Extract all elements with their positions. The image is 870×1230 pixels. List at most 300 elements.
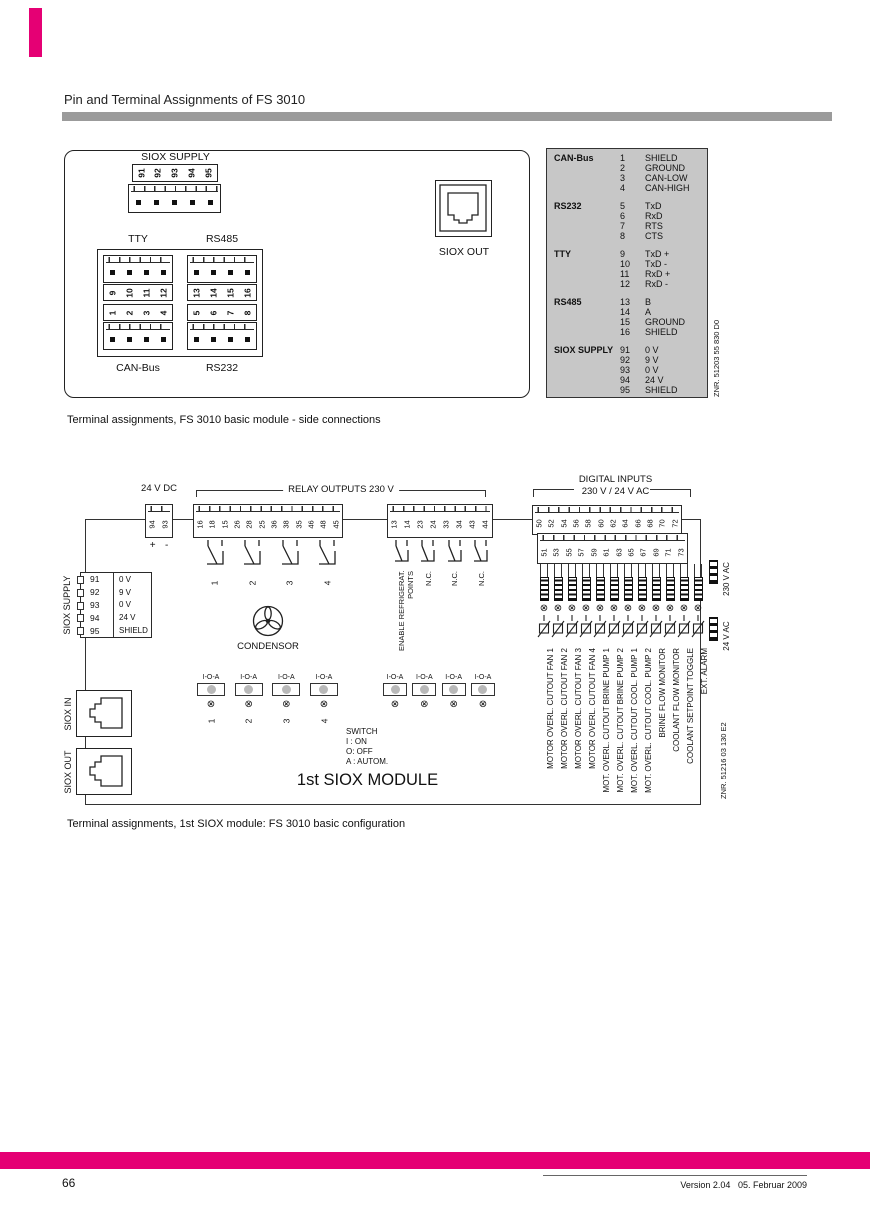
- table-pin-label: CAN-HIGH: [645, 183, 690, 193]
- switch-legend: [346, 727, 388, 767]
- table-pin-number: 6: [620, 211, 626, 221]
- table-pin-label: 9 V: [645, 355, 659, 365]
- table-row: [547, 365, 707, 375]
- digital-input-channel: [537, 564, 555, 769]
- wire-pair-icon: [582, 564, 590, 577]
- input-connector-icon: [652, 577, 661, 601]
- table-pin-number: 9: [620, 249, 626, 259]
- pin-square-icon: [110, 270, 115, 275]
- rs232-connector: [187, 322, 257, 350]
- pin-number: 16: [242, 287, 253, 298]
- pin-number: 11: [141, 288, 152, 297]
- pin-square-icon: [190, 200, 195, 205]
- switch-contact-icon: [551, 615, 565, 639]
- ioa-label: I-O-A: [415, 674, 433, 681]
- pin-number: 65: [626, 547, 636, 557]
- table-pin-number: 8: [620, 231, 626, 241]
- pin-square-icon: [211, 270, 216, 275]
- wire-pair-icon: [568, 564, 576, 577]
- wire-pair-icon: [638, 564, 646, 577]
- ioa-switch-icon: [471, 683, 495, 696]
- digital-input-label: MOTOR OVERL. CUTOUT FAN 1: [546, 648, 555, 769]
- output-number: 2: [243, 718, 254, 723]
- pin-number: 46: [306, 520, 316, 529]
- version-text: Version 2.04 05. Februar 2009: [680, 1180, 807, 1190]
- clip-notch-icon: [77, 576, 84, 584]
- table-pin-number: 7: [620, 221, 626, 231]
- tty-connector: [103, 255, 173, 283]
- output-number: 1: [205, 718, 216, 723]
- ioa-switch-unit: [442, 674, 466, 710]
- table-row: [547, 259, 707, 269]
- table-pin-number: 93: [620, 365, 631, 375]
- pin-number: 93: [161, 520, 170, 529]
- pin-number: 55: [564, 547, 574, 557]
- output-terminal-icon: ⊗: [390, 699, 400, 710]
- relay-contact-icon: [234, 539, 270, 573]
- pin-number: 43: [468, 520, 477, 529]
- pin-square-icon: [161, 337, 166, 342]
- ioa-switch-group-2: [383, 674, 495, 710]
- input-terminal-icon: ⊗: [581, 603, 591, 614]
- pin-square-icon: [127, 337, 132, 342]
- table-pin-number: 14: [620, 307, 631, 317]
- table-pin-label: SHIELD: [645, 153, 678, 163]
- digital-input-channel: [621, 564, 639, 793]
- pin-square-icon: [127, 270, 132, 275]
- pin-square-icon: [194, 270, 199, 275]
- legend-line: SWITCH: [346, 727, 378, 736]
- wire-pair-icon: [540, 564, 548, 577]
- table-row: [547, 355, 707, 365]
- siox-supply-header: SIOX SUPPLY: [141, 151, 210, 163]
- table-row: [547, 153, 707, 163]
- ioa-switch-unit: [310, 674, 338, 728]
- table-row: [547, 279, 707, 289]
- caption-diagram-2: Terminal assignments, 1st SIOX module: FS 3010 basic configuration: [67, 818, 406, 830]
- clip-notch-icon: [77, 589, 84, 597]
- table-row: [547, 163, 707, 173]
- pin-number: 52: [546, 519, 556, 528]
- table-pin-label: B: [645, 297, 652, 307]
- ioa-label: I-O-A: [445, 674, 463, 681]
- output-number: 3: [281, 718, 292, 723]
- switch-knob-icon: [449, 685, 458, 694]
- wire-pair-icon: [624, 564, 632, 577]
- digital-terminal-block-top: [532, 505, 682, 535]
- pin-number: 92: [153, 168, 164, 178]
- pin-square-icon: [194, 337, 199, 342]
- table-pin-label: RxD +: [645, 269, 671, 279]
- relay-terminal-block-2: [387, 504, 493, 538]
- rs485-pin-numbers: [187, 284, 257, 301]
- supply-pin-number: 94: [90, 612, 100, 623]
- ioa-label: I-O-A: [277, 674, 295, 681]
- output-terminal-icon: ⊗: [420, 699, 429, 710]
- table-pin-number: 15: [620, 317, 631, 327]
- wire-pair-icon: [694, 564, 702, 577]
- table-pin-number: 13: [620, 297, 631, 307]
- canbus-footer-label: CAN-Bus: [116, 362, 160, 374]
- table-pin-label: RTS: [645, 221, 663, 231]
- ioa-switch-icon: [197, 683, 225, 696]
- pin-number: 61: [601, 547, 611, 557]
- power-230v-label: 230 V AC: [722, 562, 731, 596]
- ioa-switch-group-1: [197, 674, 338, 728]
- pin-number: 13: [390, 520, 399, 529]
- siox-out-jack-icon: [76, 748, 132, 795]
- relay-number: 3: [284, 580, 295, 586]
- legend-line: I : ON: [346, 737, 367, 746]
- ioa-switch-icon: [310, 683, 338, 696]
- switch-contact-icon: [537, 615, 551, 639]
- digital-input-label: MOTOR OVERL. CUTOUT FAN 3: [574, 648, 583, 769]
- pin-number: 4: [158, 310, 169, 315]
- supply-pin-number: 95: [90, 625, 100, 636]
- pin-square-icon: [211, 337, 216, 342]
- pin-square-icon: [110, 337, 115, 342]
- input-connector-icon: [582, 577, 591, 601]
- page-edge-thumb-mark: [29, 8, 42, 57]
- pin-number: 51: [539, 547, 549, 557]
- tty-pin-numbers: [103, 284, 173, 301]
- pin-number: 33: [442, 520, 451, 529]
- pin-number: 10: [124, 287, 135, 298]
- dc-supply-header: 24 V DC: [141, 483, 177, 494]
- pin-square-icon: [144, 270, 149, 275]
- table-pin-label: RxD -: [645, 279, 668, 289]
- pin-number: 94: [148, 520, 157, 529]
- table-pin-label: TxD -: [645, 259, 667, 269]
- canbus-connector: [103, 322, 173, 350]
- table-row: [547, 375, 707, 385]
- pin-number: 50: [534, 519, 544, 528]
- pin-number: 36: [269, 520, 279, 529]
- ioa-switch-icon: [412, 683, 436, 696]
- pin-number: 14: [403, 520, 412, 529]
- input-connector-icon: [540, 577, 549, 601]
- table-pin-number: 10: [620, 259, 631, 269]
- supply-pin-label: 9 V: [113, 586, 151, 599]
- pin-square-icon: [161, 270, 166, 275]
- ioa-label: I-O-A: [386, 674, 404, 681]
- clip-notch-icon: [77, 614, 84, 622]
- table-pin-label: GROUND: [645, 163, 685, 173]
- pin-number: 35: [294, 520, 304, 529]
- siox-supply-pin-numbers: [132, 164, 218, 182]
- power-connector-24v-icon: [709, 617, 718, 641]
- table-pin-label: RxD: [645, 211, 663, 221]
- table-row: [547, 385, 707, 395]
- table-pin-label: A: [645, 307, 652, 317]
- output-terminal-icon: ⊗: [319, 699, 329, 710]
- pin-number: 93: [169, 168, 180, 178]
- pin-number: 95: [203, 168, 214, 178]
- switch-knob-icon: [207, 685, 216, 694]
- pin-number: 69: [651, 547, 661, 557]
- ioa-label: I-O-A: [474, 674, 492, 681]
- digital-terminal-block-bottom: [537, 533, 688, 564]
- relay-contact-icon: [467, 539, 493, 571]
- pin-number: 8: [242, 310, 253, 315]
- relay-contacts-1: [196, 539, 346, 575]
- table-pin-number: 12: [620, 279, 631, 289]
- supply-row: [81, 599, 151, 612]
- footer-rule: [543, 1175, 807, 1176]
- supply-pin-label: 24 V: [113, 611, 151, 624]
- table-group-name: RS232: [554, 201, 582, 211]
- pin-number: 67: [639, 547, 649, 557]
- ioa-switch-unit: [412, 674, 436, 710]
- siox-supply-block: [80, 572, 152, 638]
- wire-pair-icon: [666, 564, 674, 577]
- switch-contact-icon: [593, 615, 607, 639]
- pin-number: 14: [208, 287, 219, 298]
- table-pin-number: 11: [620, 269, 630, 279]
- pin-number: 62: [608, 519, 618, 528]
- wire-pair-icon: [554, 564, 562, 577]
- ioa-label: I-O-A: [315, 674, 333, 681]
- pin-number: 1: [107, 310, 118, 315]
- pin-number: 53: [552, 547, 562, 557]
- pin-number: 2: [124, 310, 135, 315]
- pin-square-icon: [228, 337, 233, 342]
- input-connector-icon: [624, 577, 633, 601]
- condensor-fan-icon: [251, 604, 285, 643]
- ioa-switch-unit: [235, 674, 263, 728]
- legend-line: A : AUTOM.: [346, 757, 389, 766]
- page-header-title: Pin and Terminal Assignments of FS 3010: [64, 92, 306, 107]
- pin-number: 38: [281, 520, 291, 529]
- pin-number: 72: [670, 519, 680, 528]
- switch-contact-icon: [649, 615, 663, 639]
- digital-input-channel: [579, 564, 597, 769]
- pin-number: 63: [614, 547, 624, 557]
- relay2-label-cell: [415, 571, 442, 652]
- digital-inputs-header-1: DIGITAL INPUTS: [578, 474, 653, 485]
- table-pin-number: 16: [620, 327, 631, 337]
- siox-supply-connector: [128, 184, 221, 213]
- switch-knob-icon: [420, 685, 429, 694]
- digital-bracket-left: [533, 489, 574, 497]
- ioa-switch-icon: [383, 683, 407, 696]
- digital-bracket-right: [650, 489, 691, 497]
- siox-out-side-label: SIOX OUT: [63, 750, 73, 794]
- digital-input-label: MOT. OVERL. CUTOUT BRINE PUMP 2: [616, 648, 625, 793]
- pin-square-icon: [144, 337, 149, 342]
- relay-outputs-bracket: [196, 484, 486, 497]
- relay-contact-icon: [272, 539, 308, 573]
- table-pin-number: 5: [620, 201, 626, 211]
- pin-square-icon: [154, 200, 159, 205]
- drawing-number-2: ZNR. 51216 03 130 E2: [719, 722, 728, 799]
- plus-sign: +: [149, 540, 156, 551]
- relay-output-label: N.C.: [450, 571, 459, 586]
- ioa-switch-unit: [471, 674, 495, 710]
- pin-number: 3: [141, 310, 152, 315]
- relay2-label-cell: [468, 571, 495, 652]
- switch-knob-icon: [319, 685, 328, 694]
- siox-out-jack-icon: [435, 180, 492, 237]
- supply-pin-number: 91: [90, 574, 100, 585]
- digital-input-label: MOTOR OVERL. CUTOUT FAN 4: [588, 648, 597, 769]
- ioa-label: I-O-A: [240, 674, 258, 681]
- table-pin-number: 95: [620, 385, 631, 395]
- pin-number: 9: [107, 290, 118, 295]
- input-terminal-icon: ⊗: [693, 603, 703, 614]
- switch-knob-icon: [478, 685, 487, 694]
- output-number: 4: [318, 718, 329, 723]
- digital-input-channel: [663, 564, 681, 752]
- relay2-labels: [388, 570, 494, 652]
- canbus-pin-numbers: [103, 304, 173, 321]
- digital-input-channel: [593, 564, 611, 793]
- legend-line: O: OFF: [346, 747, 373, 756]
- input-terminal-icon: ⊗: [609, 603, 619, 614]
- table-group-name: RS485: [554, 297, 582, 307]
- digital-input-channel: [635, 564, 653, 793]
- table-row: [547, 317, 707, 327]
- supply-pin-number: 93: [90, 599, 100, 610]
- wire-pair-icon: [610, 564, 618, 577]
- table-pin-number: 4: [620, 183, 626, 193]
- digital-input-label: EXT. ALARM: [700, 648, 709, 695]
- pin-number: 24: [429, 520, 438, 529]
- input-terminal-icon: ⊗: [637, 603, 647, 614]
- pin-number: 44: [481, 520, 490, 529]
- drawing-number-1: ZNR. 51203 55 830 D0: [712, 319, 721, 397]
- pin-number: 71: [663, 547, 673, 557]
- pin-number: 5: [191, 310, 202, 315]
- clip-notch-icon: [77, 627, 84, 635]
- table-pin-label: GROUND: [645, 317, 685, 327]
- table-pin-label: SHIELD: [645, 327, 678, 337]
- pin-square-icon: [136, 200, 141, 205]
- pin-number: 15: [225, 287, 236, 298]
- relay-numbers: [196, 574, 346, 592]
- input-terminal-icon: ⊗: [651, 603, 661, 614]
- pin-number: 64: [620, 519, 630, 528]
- input-terminal-icon: ⊗: [567, 603, 577, 614]
- table-row: [547, 307, 707, 317]
- supply-row: [81, 586, 151, 599]
- table-pin-label: CAN-LOW: [645, 173, 688, 183]
- table-row: [547, 289, 707, 297]
- pin-number: 91: [136, 168, 147, 178]
- pin-square-icon: [245, 337, 250, 342]
- digital-input-channels: [537, 564, 709, 793]
- input-terminal-icon: ⊗: [553, 603, 563, 614]
- switch-contact-icon: [565, 615, 579, 639]
- pin-number: 23: [416, 520, 425, 529]
- relay-output-label: N.C.: [423, 571, 433, 586]
- input-connector-icon: [666, 577, 675, 601]
- siox-supply-side-label: SIOX SUPPLY: [62, 575, 72, 635]
- pin-number: 68: [645, 519, 655, 528]
- table-row: [547, 269, 707, 279]
- input-terminal-icon: ⊗: [665, 603, 675, 614]
- table-pin-label: CTS: [645, 231, 663, 241]
- pin-number: 12: [158, 287, 169, 298]
- relay2-label-cell: [388, 570, 415, 652]
- table-pin-number: 3: [620, 173, 626, 183]
- digital-input-channel: [607, 564, 625, 793]
- switch-knob-icon: [282, 685, 291, 694]
- relay-outputs-header: RELAY OUTPUTS 230 V: [283, 484, 399, 495]
- pin-square-icon: [172, 200, 177, 205]
- table-pin-number: 91: [620, 345, 631, 355]
- dc-polarity: [145, 540, 173, 551]
- digital-input-label: BRINE FLOW MONITOR: [658, 648, 667, 738]
- pin-assignment-table: [546, 148, 708, 398]
- power-connector-230v-icon: [709, 560, 718, 584]
- pin-number: 18: [207, 520, 217, 529]
- input-terminal-icon: ⊗: [623, 603, 633, 614]
- pin-number: 28: [244, 520, 254, 529]
- relay-output-label: N.C.: [476, 571, 486, 586]
- input-connector-icon: [568, 577, 577, 601]
- table-row: [547, 211, 707, 221]
- table-pin-label: TxD: [645, 201, 662, 211]
- table-pin-label: 0 V: [645, 365, 659, 375]
- tty-header: TTY: [128, 233, 148, 245]
- table-pin-number: 94: [620, 375, 631, 385]
- pin-number: 6: [208, 310, 219, 315]
- digital-input-label: MOTOR OVERL. CUTOUT FAN 2: [560, 648, 569, 769]
- input-connector-icon: [610, 577, 619, 601]
- switch-contact-icon: [663, 615, 677, 639]
- pin-number: 59: [589, 547, 599, 557]
- relay-contact-icon: [309, 539, 345, 573]
- pin-number: 60: [596, 519, 606, 528]
- pin-number: 58: [583, 519, 593, 528]
- table-pin-number: 2: [620, 163, 626, 173]
- switch-contact-icon: [677, 615, 691, 639]
- input-connector-icon: [694, 577, 703, 601]
- relay2-label-cell: [441, 571, 468, 652]
- pin-number: 7: [225, 310, 236, 315]
- table-row: [547, 231, 707, 241]
- pin-number: 57: [576, 547, 586, 557]
- supply-row: [81, 624, 151, 637]
- siox-in-jack-icon: [76, 690, 132, 737]
- table-pin-number: 1: [620, 153, 626, 163]
- table-row: [547, 201, 707, 211]
- relay-contacts-2: [388, 539, 493, 573]
- input-connector-icon: [638, 577, 647, 601]
- relay-contact-icon: [197, 539, 233, 573]
- input-connector-icon: [554, 577, 563, 601]
- relay-contact-icon: [414, 539, 440, 571]
- supply-pin-label: 0 V: [113, 573, 151, 586]
- ioa-label: I-O-A: [202, 674, 220, 681]
- pin-number: 66: [633, 519, 643, 528]
- output-terminal-icon: ⊗: [478, 699, 488, 710]
- rs485-connector: [187, 255, 257, 283]
- relay-contact-icon: [388, 539, 414, 571]
- table-group-name: CAN-Bus: [554, 153, 594, 163]
- pin-number: 54: [559, 519, 569, 528]
- module-title: 1st SIOX MODULE: [296, 771, 439, 789]
- output-terminal-icon: ⊗: [282, 699, 291, 710]
- supply-row: [81, 611, 151, 624]
- pin-number: 34: [455, 520, 464, 529]
- wire-pair-icon: [680, 564, 688, 577]
- power-24v-label: 24 V AC: [722, 621, 731, 651]
- digital-input-channel: [677, 564, 695, 764]
- table-pin-label: 0 V: [645, 345, 659, 355]
- minus-sign: -: [164, 540, 169, 551]
